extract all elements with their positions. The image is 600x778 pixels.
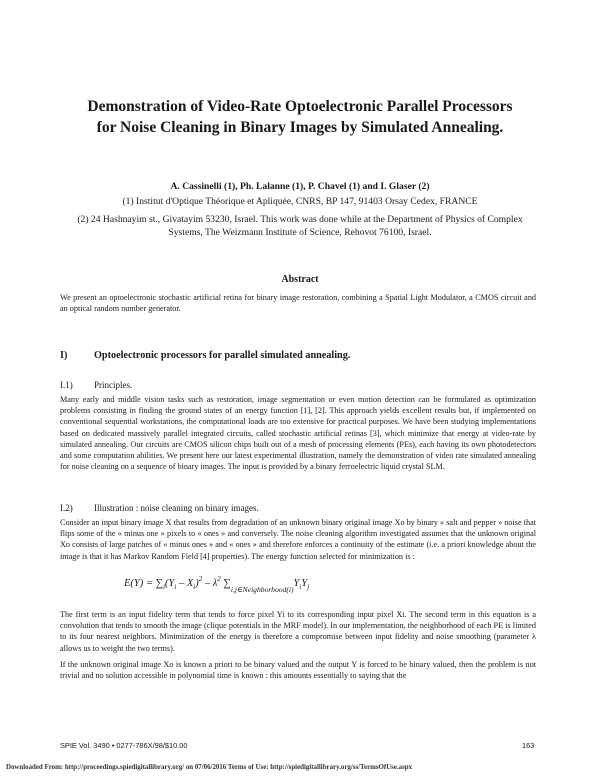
section-1-heading <box>60 350 350 361</box>
page-number: 163 <box>522 741 535 750</box>
section-1-number: I) <box>60 350 68 361</box>
energy-equation: $E(Y) = \sum_i(Y_i - X_i)^2 - \lambda^2$ $\sum_{i,j\in Neighborhood(i)}Y_iY_j$ <box>124 575 310 594</box>
subsection-2-paragraph-1: Consider an input binary image X that results from degradation of an unknown binary original image Xo by binary « salt and pepper » noise that flips some of the « minus one » pixels to « ones » and conversely. The noise cleaning algorithm investigated assumes that the unknown original Xo consists of large patches of « minus ones » and « ones » and therefore enforces a continuity of the estimate (i.e. a priori knowledge about the image is that it has Markov Random Field [4] properties). The energy function selected for minimization is : <box>60 518 536 561</box>
subsection-2-paragraph-2: The first term is an input fidelity term that tends to force pixel Yi to its corresponding input pixel Xi. The second term in this equation is a convolution that tends to smooth the image (clique potentials in the MRF model). In our implementation, the neighborhood of each PE is limited to its four nearest neighbors. Minimization of the energy is therefore a compromise between input fidelity and noise smoothing (parameter λ allows us to weight the two terms). <box>60 610 536 653</box>
subsection-1-title: Principles. <box>94 380 133 390</box>
download-notice: Downloaded From: http://proceedings.spiedigitallibrary.org/ on 07/06/2016 Terms of Use: http://spiedigitallibrary.org/ss/TermsOfUse.aspx <box>6 764 413 771</box>
abstract-text: We present an optoelectronic stochastic artificial retina for binary image restoration, combining a Spatial Light Modulator, a CMOS circuit and an optical random number generator. <box>60 293 536 314</box>
footer-journal-info: SPIE Vol. 3490 • 0277-786X/98/$10.00 <box>60 741 188 750</box>
title-line-2: for Noise Cleaning in Binary Images by Simulated Annealing. <box>96 119 504 136</box>
section-1-title: Optoelectronic processors for parallel simulated annealing. <box>94 350 351 361</box>
paper-title <box>40 96 560 138</box>
subsection-1-heading <box>60 380 132 390</box>
affiliation-1: (1) Institut d'Optique Théorique et Apliquée, CNRS, BP 147, 91403 Orsay Cedex, FRANCE <box>122 196 478 207</box>
title-line-1: Demonstration of Video-Rate Optoelectronic Parallel Processors <box>87 98 513 115</box>
subsection-2-title: Illustration : noise cleaning on binary images. <box>94 503 259 513</box>
abstract-heading: Abstract <box>281 274 319 285</box>
affiliation-2: (2) 24 Hashnayim st., Givatayim 53230, Israel. This work was done while at the Department of Physics of Complex Systems, The Weizmann Institute of Science, Rehovot 76100, Israel. <box>77 214 523 238</box>
subsection-1-number: I.1) <box>60 380 73 390</box>
author-list: A. Cassinelli (1), Ph. Lalanne (1), P. Chavel (1) and I. Glaser (2) <box>170 181 430 192</box>
subsection-2-heading <box>60 503 259 513</box>
subsection-2-number: I.2) <box>60 503 73 513</box>
subsection-2-paragraph-3: If the unknown original image Xo is known a priori to be binary valued and the output Y is forced to be binary valued, then the problem is not trivial and no solution accessible in polynomial time is known : this amounts essentially to saying that the <box>60 660 536 681</box>
subsection-1-text: Many early and middle vision tasks such as restoration, image segmentation or even motion detection can be formulated as optimization problems consisting in finding the ground states of an energy function [1], [2]. This approach yields excellent results but, if implemented on conventional sequential workstations, the computational loads are too extensive for practical purposes. We have been studying implementations based on dedicated massively parallel integrated circuits, called stochastic artificial retinas [3], which minimize that energy at video-rate by simulated annealing. Our circuits are CMOS silicon chips built out of a mesh of processing elements (PEs), each having its own photodetectors and some computation abilities. We present here our latest experimental illustration, namely the demonstration of video rate simulated annealing for noise cleaning on a sequence of binary images. The input is provided by a binary ferroelectric liquid crystal SLM. <box>60 395 536 472</box>
